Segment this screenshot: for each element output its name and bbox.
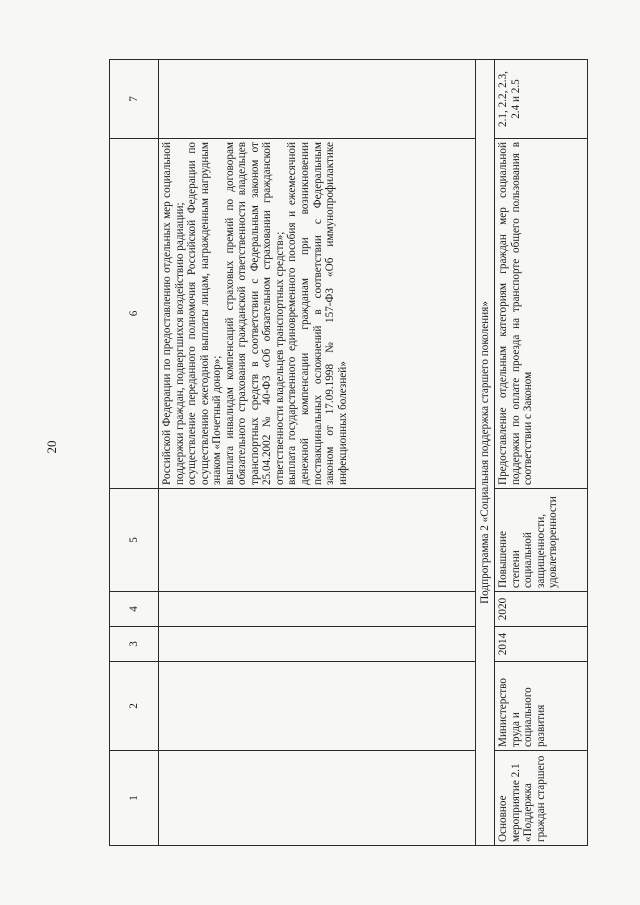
header-col-2: 2 — [110, 661, 159, 750]
table-row — [495, 59, 588, 845]
header-col-7: 7 — [110, 59, 159, 138]
measures-description-cell: Предоставление отдельным категориям граждан мер социальной поддержки по оплате проезда на транспорте общего пользования в соответствии с Законом — [495, 138, 588, 488]
header-row — [110, 59, 159, 845]
executor-cell: Министерство труда и социального развития — [495, 661, 588, 750]
table-cell — [159, 488, 476, 591]
table-cell — [159, 59, 476, 138]
table-row — [159, 59, 476, 845]
subprogram-title: Подпрограмма 2 «Социальная поддержка старшего поколения» — [476, 59, 495, 845]
subprogram-row — [476, 59, 495, 845]
rotated-table-container — [109, 60, 577, 846]
table-cell — [159, 661, 476, 750]
program-table — [109, 59, 588, 846]
indicator-links-cell: 2.1, 2.2, 2.3, 2.4 и 2.5 — [495, 59, 588, 138]
expected-result-cell: Повышение степени социальной защищенности, удовлетворенности — [495, 488, 588, 591]
header-col-3: 3 — [110, 626, 159, 661]
table-cell — [159, 750, 476, 845]
table-cell — [159, 591, 476, 626]
page-number: 20 — [44, 440, 59, 454]
start-year-cell: 2014 — [495, 626, 588, 661]
measures-description-cell: Российской Федерации по предоставлению отдельных мер социальной поддержки граждан, подвергшихся воздействию радиации; осуществление переданного полномочия Российской Федерации по осуществлению ежегодной выплаты лицам, награжденным нагрудным знаком «Почетный донор»; выплата инвалидам компенсаций страховых премий по договорам обязательного страхования гражданской ответственности владельцев транспортных средств в соответствии с Федеральным законом от 25.04.2002 № 40-ФЗ «Об обязательном страховании гражданской ответственности владельцев транспортных средств»; выплата государственного единовременного пособия и ежемесячной денежной компенсации гражданам при возникновении поствакцинальных осложнений в соответствии с Федеральным законом от 17.09.1998 № 157-ФЗ «Об иммунопрофилактике инфекционных болезней» — [159, 138, 476, 488]
end-year-cell: 2020 — [495, 591, 588, 626]
header-col-1: 1 — [110, 750, 159, 845]
header-col-6: 6 — [110, 138, 159, 488]
header-col-5: 5 — [110, 488, 159, 591]
header-col-4: 4 — [110, 591, 159, 626]
table-cell — [159, 626, 476, 661]
measure-name-cell: Основное мероприятие 2.1 «Поддержка граждан старшего — [495, 750, 588, 845]
